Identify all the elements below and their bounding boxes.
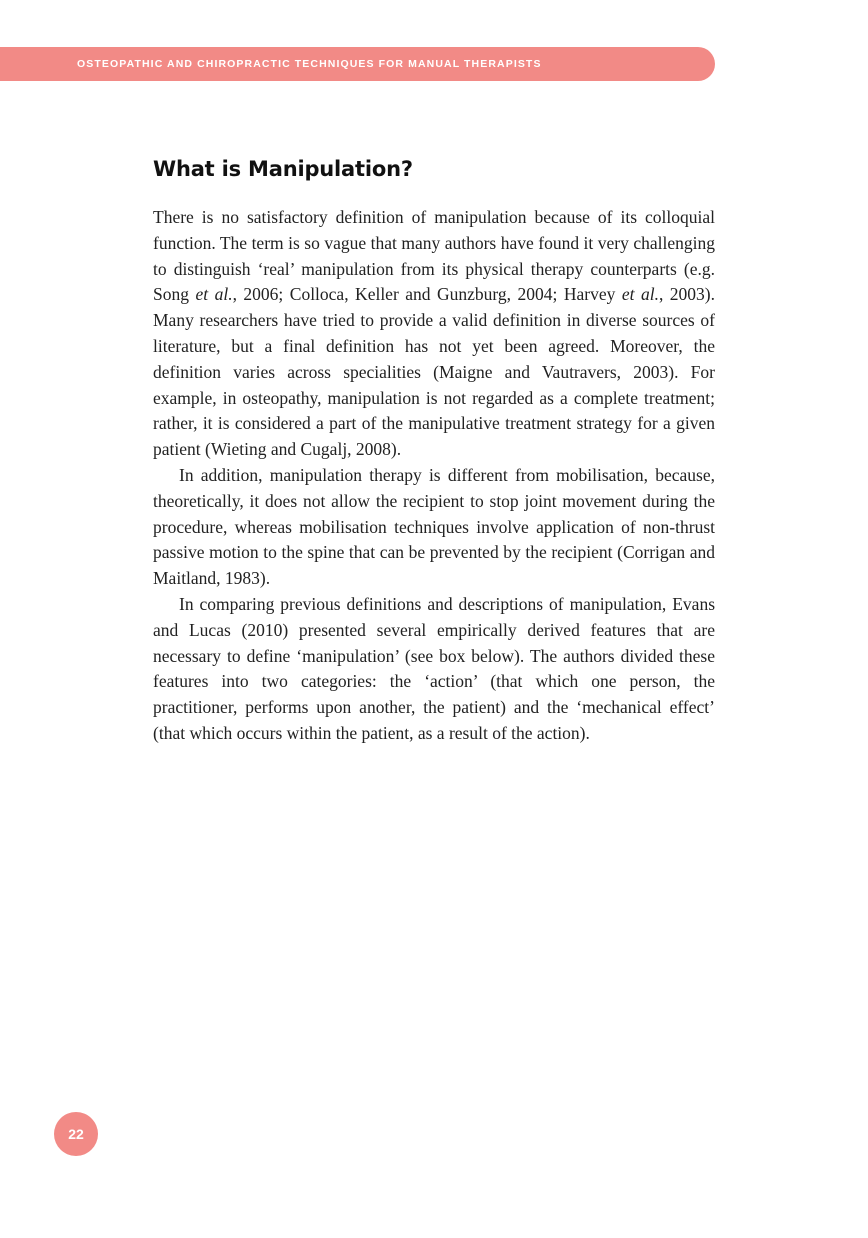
page-number-badge: 22 — [54, 1112, 98, 1156]
section-heading: What is Manipulation? — [153, 157, 413, 181]
body-text — [153, 205, 715, 747]
running-header-band — [0, 47, 715, 81]
paragraph-1: There is no satisfactory definition of manipulation because of its colloquial function. The term is so vague that many authors have found it very challenging to distinguish ‘real’ manipulation from its physical therapy counterparts (e.g. Song et al., 2006; Colloca, Keller and Gunzburg, 2004; Harvey et al., 2003). Many researchers have tried to provide a valid definition in diverse sources of literature, but a final definition has not yet been agreed. Moreover, the definition varies across specialities (Maigne and Vautravers, 2003). For example, in osteopathy, manipulation is not regarded as a complete treatment; rather, it is considered a part of the manipulative treatment strategy for a given patient (Wieting and Cugalj, 2008). — [153, 207, 716, 460]
running-header-title: OSTEOPATHIC AND CHIROPRACTIC TECHNIQUES FOR MANUAL THERAPISTS — [77, 58, 542, 70]
paragraph-2: In addition, manipulation therapy is different from mobilisation, because, theoretically, it does not allow the recipient to stop joint movement during the procedure, whereas mobilisation techniques involve application of non-thrust passive motion to the spine that can be prevented by the recipient (Corrigan and Maitland, 1983). — [153, 464, 715, 589]
paragraph-3: In comparing previous definitions and descriptions of manipulation, Evans and Lucas (2010) presented several empirically derived features that are necessary to define ‘manipulation’ (see box below). The authors divided these features into two categories: the ‘action’ (that which one person, the practitioner, performs upon another, the patient) and the ‘mechanical effect’ (that which occurs within the patient, as a result of the action). — [153, 593, 715, 743]
